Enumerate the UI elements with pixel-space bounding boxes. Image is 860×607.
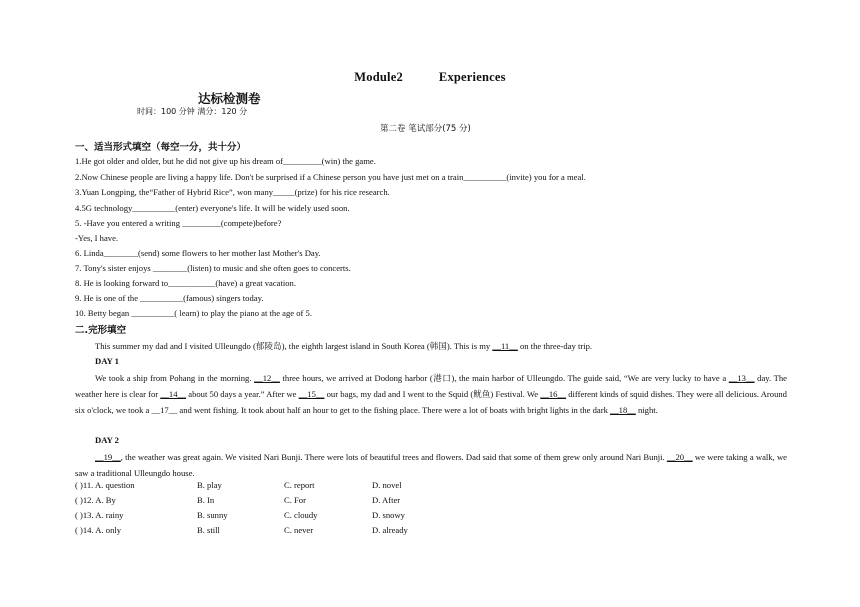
section2-heading: 二.完形填空 (75, 325, 127, 336)
question-6: 6. Linda________(send) some flowers to her mother last Mother's Day. (75, 248, 321, 258)
page-subtitle: 达标检测卷 (198, 91, 261, 106)
question-9: 9. He is one of the __________(famous) singers today. (75, 293, 264, 303)
question-3: 3.Yuan Longping, the“Father of Hybrid Rice”, won many_____(prize) for his rice research. (75, 187, 390, 197)
question-7: 7. Tony's sister enjoys ________(listen) to music and she often goes to concerts. (75, 263, 351, 273)
blank-12: __12__ (254, 373, 280, 383)
question-4: 4.5G technology__________(enter) everyone's life. It will be widely used soon. (75, 203, 350, 213)
document-page: Module2 Experiences 达标检测卷 时间：100 分钟 满分：120 分 第二卷 笔试部分(75 分) 一、适当形式填空（每空一分，共十分） 1.He got older and older, but he did not give up his dream of_________(win) the game. 2.Now Chinese people are living a happy life. Don't be surprised if a Chinese person you have just met on a train__________(invite) you for a meal. 3.Yuan Longping, the“Father of Hybrid Rice”, won many_____(prize) for his rice research. 4.5G technology__________(enter) everyone's life. It will be widely used soon. 5. -Have you entered a writing _________(compete)before? -Yes, I have. 6. Linda________(send) some flowers to her mother last Mother's Day. 7. Tony's sister enjoys ________(listen) to music and she often goes to concerts. 8. He is looking forward to___________(have) a great vacation. 9. He is one of the __________(famous) singers today. 10. Betty began __________( learn) to play the piano at the age of 5. 二.完形填空 This summer my dad and I visited Ulleungdo (郁陵岛), the eighth largest island in South Korea (韩国). This is my __11__ on the three-day trip. DAY 1 We took a ship from Pohang in the morning. __12__ three hours, we arrived at Dodong harbor (港口), the main harbor of Ulleungdo. The guide said, “We are very lucky to have a __13__ day. The weather here is clear for __14__ about 50 days a year.” After we __15__ our bags, my dad and I went to the Squid (鱿鱼) Festival. We __16__ different kinds of squid dishes. They were all delicious. Around six o'clock, we took a __17__ and went fishing. It took about half an hour to get to the fishing place. There were a lot of boats with bright lights in the dark __18__ night. DAY 2 __19__, the weather was great again. We visited Nari Bunji. There were lots of beautiful trees and flowers. Dad said that some of them grew only around Nari Bunji. __20__ we were taking a walk, we saw a traditional Ulleungdo house. ( )11. A. question B. play C. report D. novel ( )12. A. By B. In C. For D. After ( )13. A. rainy B. sunny C. cloudy D. snowy ( )14. A. only B. still C. never D. already (0, 0, 860, 607)
cloze-intro: This summer my dad and I visited Ulleungdo (郁陵岛), the eighth largest island in South Korea (韩国). This is my __11__ on the three-day trip. (95, 341, 593, 351)
day2-paragraph: __19__, the weather was great again. We visited Nari Bunji. There were lots of beautiful trees and flowers. Dad said that some of them grew only around Nari Bunji. __20__ we were taking a walk, we saw a traditional Ulleungdo house. (75, 452, 787, 478)
topic-label: Experiences (438, 70, 506, 84)
blank-11: __11__ (492, 341, 518, 351)
question-1: 1.He got older and older, but he did not give up his dream of_________(win) the game. (75, 156, 376, 166)
day1-label: DAY 1 (95, 356, 119, 366)
question-2: 2.Now Chinese people are living a happy life. Don't be surprised if a Chinese person you have just met on a train__________(invite) you for a meal. (75, 172, 586, 182)
day1-paragraph: We took a ship from Pohang in the morning. __12__ three hours, we arrived at Dodong harbor (港口), the main harbor of Ulleungdo. The guide said, “We are very lucky to have a __13__ day. The weather here is clear for __14__ about 50 days a year.” After we __15__ our bags, my dad and I went to the Squid (鱿鱼) Festival. We __16__ different kinds of squid dishes. They were all delicious. Around six o'clock, we took a __17__ and went fishing. It took about half an hour to get to the fishing place. There were a lot of boats with bright lights in the dark __18__ night. (75, 373, 787, 415)
page-title (0, 70, 860, 85)
question-5-answer: -Yes, I have. (75, 233, 119, 243)
blank-16: __16__ (540, 389, 567, 399)
section1-heading: 一、适当形式填空（每空一分，共十分） (75, 142, 247, 153)
part-label: 第二卷 笔试部分(75 分) (380, 124, 471, 134)
question-10: 10. Betty began __________( learn) to play the piano at the age of 5. (75, 308, 312, 318)
module-label: Module2 (354, 70, 403, 84)
question-5: 5. -Have you entered a writing _________(compete)before? (75, 218, 282, 228)
blank-13: __13__ (728, 373, 755, 383)
day2-label: DAY 2 (95, 435, 119, 445)
blank-20: __20__ (666, 452, 693, 462)
question-8: 8. He is looking forward to___________(have) a great vacation. (75, 278, 296, 288)
blank-18: __18__ (610, 405, 636, 415)
blank-15: __15__ (298, 389, 325, 399)
blank-14: __14__ (160, 389, 187, 399)
blank-19: __19__ (95, 452, 121, 462)
exam-meta: 时间：100 分钟 满分：120 分 (137, 107, 248, 116)
